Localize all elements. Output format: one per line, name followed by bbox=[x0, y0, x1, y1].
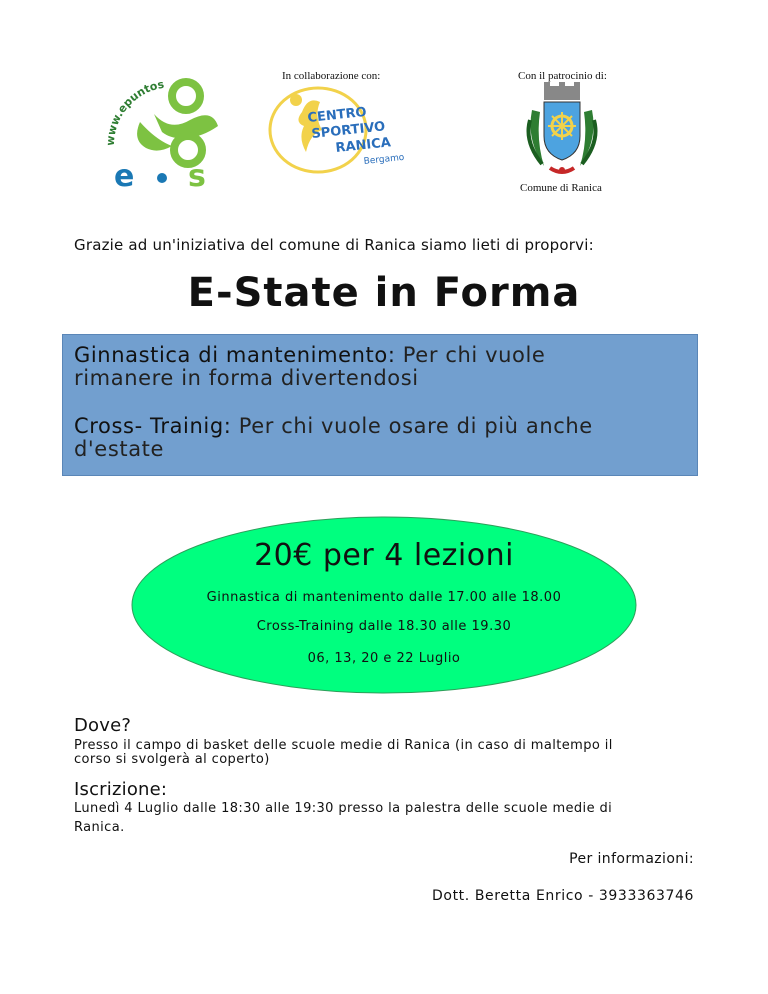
csr-line3: RANICA bbox=[334, 135, 392, 156]
info-label: Per informazioni: bbox=[569, 851, 694, 867]
schedule-dates: 06, 13, 20 e 22 Luglio bbox=[307, 651, 461, 666]
iscrizione-text-line2: Ranica. bbox=[74, 820, 125, 835]
schedule-line-ginnastica: Ginnastica di mantenimento dalle 17.00 alle 18.00 bbox=[206, 590, 562, 605]
comune-caption: Comune di Ranica bbox=[520, 182, 602, 194]
box-item1-rest-a: Per chi vuole bbox=[395, 343, 546, 367]
svg-text:www.epuntos.it bbox=[92, 74, 166, 146]
box-item1-head: Ginnastica di mantenimento: bbox=[74, 343, 396, 367]
svg-text:s: s bbox=[188, 159, 206, 194]
course-description-box bbox=[62, 334, 698, 476]
dove-text-line2: corso si svolgerà al coperto) bbox=[74, 752, 270, 767]
svg-text:e: e bbox=[114, 159, 135, 194]
box-item2-rest-a: Per chi vuole osare di più anche bbox=[231, 414, 593, 438]
es-logo-url: www.epuntos bbox=[103, 77, 166, 147]
csr-line4: Bergamo bbox=[363, 152, 405, 167]
box-item1-line1 bbox=[74, 344, 545, 367]
collaboration-caption: In collaborazione con: bbox=[282, 70, 381, 82]
main-title: E-State in Forma bbox=[187, 270, 581, 316]
dove-title: Dove? bbox=[74, 715, 132, 736]
comune-crest-icon bbox=[522, 80, 602, 180]
centro-sportivo-ranica-logo bbox=[262, 82, 422, 178]
csr-line1: CENTRO bbox=[306, 104, 368, 126]
box-item2-line1 bbox=[74, 415, 593, 438]
csr-line2: SPORTIVO bbox=[310, 119, 386, 142]
price-text: 20€ per 4 lezioni bbox=[254, 538, 514, 573]
box-item2-head: Cross- Trainig: bbox=[74, 414, 232, 438]
box-item1-line2: rimanere in forma divertendosi bbox=[74, 366, 419, 390]
patronage-caption: Con il patrocinio di: bbox=[518, 70, 607, 82]
box-item2-line2: d'estate bbox=[74, 437, 165, 461]
iscrizione-title: Iscrizione: bbox=[74, 779, 168, 800]
dove-text-line1: Presso il campo di basket delle scuole medie di Ranica (in caso di maltempo il bbox=[74, 738, 613, 753]
es-logo bbox=[92, 74, 232, 194]
schedule-line-cross-training: Cross-Training dalle 18.30 alle 19.30 bbox=[256, 619, 512, 634]
iscrizione-text-line1: Lunedì 4 Luglio dalle 18:30 alle 19:30 presso la palestra delle scuole medie di bbox=[74, 801, 613, 816]
intro-text: Grazie ad un'iniziativa del comune di Ranica siamo lieti di proporvi: bbox=[74, 236, 594, 254]
info-contact: Dott. Beretta Enrico - 3933363746 bbox=[432, 888, 694, 904]
